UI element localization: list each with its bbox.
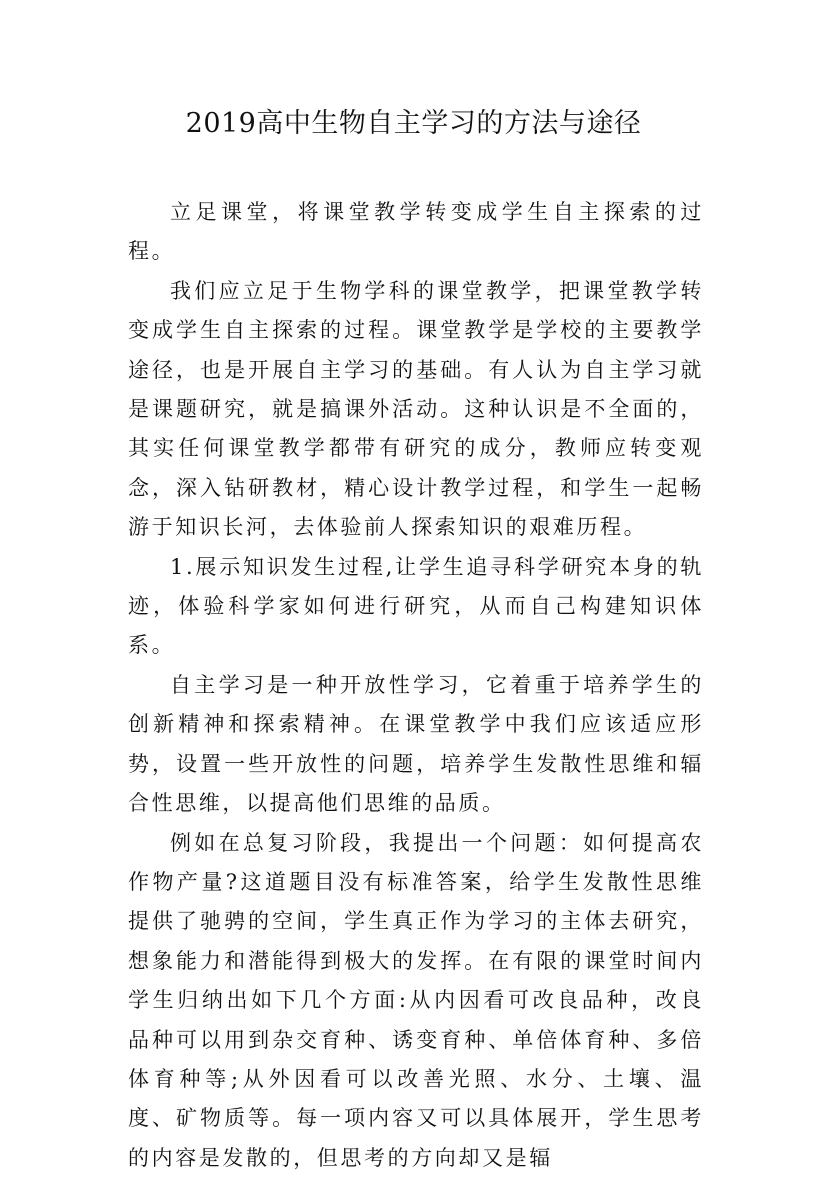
paragraph-5: 例如在总复习阶段，我提出一个问题：如何提高农作物产量?这道题目没有标准答案，给学生发散性思维提供了驰骋的空间，学生真正作为学习的主体去研究，想象能力和潜能得到极大的发挥。在有限的课堂时间内学生归纳出如下几个方面:从内因看可改良品种，改良品种可以用到杂交育种、诱变育种、单倍体育种、多倍体育种等;从外因看可以改善光照、水分、土壤、温度、矿物质等。每一项内容又可以具体展开，学生思考的内容是发散的，但思考的方向却又是辐 <box>128 824 704 1178</box>
document-body <box>128 193 704 1178</box>
paragraph-4: 自主学习是一种开放性学习，它着重于培养学生的创新精神和探索精神。在课堂教学中我们应该适应形势，设置一些开放性的问题，培养学生发散性思维和辐合性思维，以提高他们思维的品质。 <box>128 666 704 824</box>
paragraph-3: 1.展示知识发生过程,让学生追寻科学研究本身的轨迹，体验科学家如何进行研究，从而自己构建知识体系。 <box>128 548 704 666</box>
paragraph-2: 我们应立足于生物学科的课堂教学，把课堂教学转变成学生自主探索的过程。课堂教学是学校的主要教学途径，也是开展自主学习的基础。有人认为自主学习就是课题研究，就是搞课外活动。这种认识是不全面的，其实任何课堂教学都带有研究的成分，教师应转变观念，深入钻研教材，精心设计教学过程，和学生一起畅游于知识长河，去体验前人探索知识的艰难历程。 <box>128 272 704 548</box>
document-title: 2019高中生物自主学习的方法与途径 <box>0 104 827 144</box>
paragraph-1: 立足课堂，将课堂教学转变成学生自主探索的过程。 <box>128 193 704 272</box>
